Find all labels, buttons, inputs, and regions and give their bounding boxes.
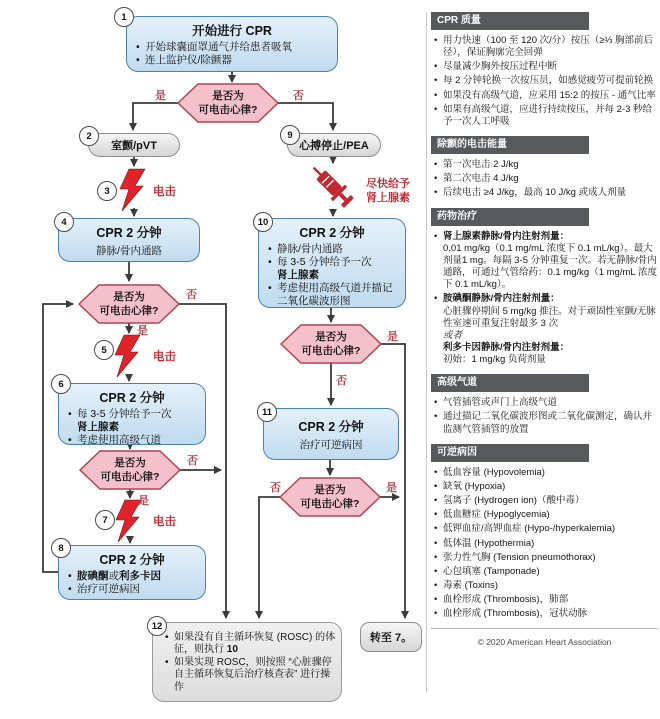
- step10-bullet: • 静脉/骨内通路: [268, 243, 401, 256]
- step-circle-7: 7: [95, 510, 115, 530]
- step-circle-2: 2: [79, 126, 99, 146]
- branch-yes-label: 是: [386, 482, 397, 494]
- copyright-notice: © 2020 American Heart Association: [477, 637, 612, 648]
- list-item: • 用力快速（100 至 120 次/分）按压（≥⅓ 胸部前后径），保证胸廓完全回弹: [434, 35, 658, 59]
- branch-no-label: 否: [187, 455, 198, 467]
- decision-4-label: 是否为 可电击心律?: [301, 331, 361, 357]
- branch-no-label: 否: [336, 375, 347, 387]
- list-item: • 第二次电击 4 J/kg: [434, 173, 658, 185]
- step11-cpr-box: [263, 408, 399, 460]
- list-item: • 气管插管或声门上高级气道: [434, 397, 658, 409]
- step8-title: CPR 2 分钟: [99, 553, 165, 567]
- epinephrine-note: 尽快给予 肾上腺素: [366, 178, 410, 205]
- step10-bullet: • 考虑使用高级气道并描记二氧化碳波形图: [268, 282, 401, 308]
- list-item: • 毒素 (Toxins): [434, 580, 658, 592]
- step-circle-3: 3: [97, 181, 117, 201]
- list-item: • 胺碘酮静脉/骨内注射剂量： 心脏骤停期间 5 mg/kg 推注。对于顽固性室颤/无脉性室速可重复注射最多 3 次 或者 利多卡因静脉/骨内注射剂量： 初始：1 mg/kg 负荷剂量: [434, 293, 658, 366]
- step8-bullet: • 胺碘酮或利多卡因: [68, 570, 201, 583]
- branch-no-label: 否: [293, 90, 304, 102]
- list-item: • 心包填塞 (Tamponade): [434, 566, 658, 578]
- step9-asystole-pea-pill: 心搏停止/PEA: [287, 133, 381, 157]
- step4-cpr-box: [58, 218, 200, 262]
- shock-label: 电击: [153, 186, 176, 198]
- step10-bullet: • 每 3-5 分钟给予一次 肾上腺素: [268, 256, 401, 282]
- step6-bullet: • 考虑使用高级气道: [68, 434, 201, 447]
- sidebar: [431, 12, 658, 647]
- branch-yes-label: 是: [137, 325, 148, 337]
- lightning-icon: [120, 169, 145, 211]
- step11-title: CPR 2 分钟: [298, 420, 364, 434]
- step4-subtitle: 静脉/骨内通路: [96, 245, 162, 257]
- list-item: • 每 2 分钟轮换一次按压员，如感觉疲劳可提前轮换: [434, 75, 658, 87]
- section-title: 高级气道: [431, 374, 589, 392]
- section-title: CPR 质量: [431, 12, 589, 30]
- shock-label: 电击: [153, 516, 176, 528]
- step1-title: 开始进行 CPR: [192, 24, 272, 38]
- step1-start-cpr-box: [126, 16, 338, 72]
- step11-subtitle: 治疗可逆病因: [299, 439, 363, 451]
- sidebar-section-cpr-quality: [431, 12, 658, 128]
- list-item: • 低体温 (Hypothermia): [434, 538, 658, 550]
- list-item: • 低钾血症/高钾血症 (Hypo-/hyperkalemia): [434, 523, 658, 535]
- step2-vf-pvt-pill: 室颤/pVT: [88, 133, 180, 157]
- step-circle-1: 1: [114, 7, 134, 27]
- list-item: • 氢离子 (Hydrogen ion)（酸中毒）: [434, 495, 658, 507]
- branch-yes-label: 是: [387, 331, 398, 343]
- list-item: • 通过描记二氧化碳波形图或二氧化碳测定，确认并监测气管插管的放置: [434, 411, 658, 435]
- section-title: 除颤的电击能量: [431, 136, 589, 154]
- step8-cpr-box: [58, 545, 206, 600]
- step-circle-10: 10: [253, 212, 273, 232]
- goto-step7-box: 转至 7。: [360, 622, 422, 652]
- list-item: • 张力性气胸 (Tension pneumothorax): [434, 552, 658, 564]
- list-item: • 肾上腺素静脉/骨内注射剂量： 0.01 mg/kg（0.1 mg/mL 浓度下 0.1 mL/kg）。最大剂量1 mg。每隔 3-5 分钟重复一次。若无静脉/骨内通路，可通过气管给药：0.1 mg/kg（1 mg/mL 浓度下 0.1 mL/kg）。: [434, 231, 658, 292]
- sidebar-divider: [426, 12, 427, 692]
- sidebar-section-advanced-airway: [431, 374, 658, 435]
- decision-3-label: 是否为 可电击心律?: [100, 457, 160, 483]
- sidebar-section-shock-energy: [431, 136, 658, 199]
- branch-no-label: 否: [270, 482, 281, 494]
- step-circle-4: 4: [54, 212, 74, 232]
- syringe-icon: [307, 161, 356, 210]
- step6-cpr-box: [58, 383, 206, 445]
- section-title: 药物治疗: [431, 208, 589, 226]
- list-item: • 缺氧 (Hypoxia): [434, 481, 658, 493]
- step10-cpr-box: [258, 218, 406, 308]
- step8-bullet: • 治疗可逆病因: [68, 583, 201, 596]
- step12-bullet: • 如果没有自主循环恢复 (ROSC) 的体征，则执行 10: [165, 632, 337, 657]
- sidebar-section-drug-therapy: [431, 208, 658, 367]
- step-circle-12: 12: [147, 616, 167, 636]
- list-item: • 血栓形成 (Thrombosis)，肺部: [434, 594, 658, 606]
- list-item: • 如果有高级气道，应进行持续按压，并每 2-3 秒给予一次人工呼吸: [434, 104, 658, 128]
- list-item: • 后续电击 ≥4 J/kg，最高 10 J/kg 或成人剂量: [434, 187, 658, 199]
- step12-bullet: • 如果实现 ROSC，则按照 “心脏骤停自主循环恢复后治疗核查表” 进行操作: [165, 657, 337, 694]
- step1-bullet: • 连上监护仪/除颤器: [136, 54, 333, 67]
- shock-label: 电击: [153, 351, 176, 363]
- step-circle-5: 5: [94, 340, 114, 360]
- step-circle-8: 8: [51, 538, 71, 558]
- list-item: • 血栓形成 (Thrombosis)，冠状动脉: [434, 608, 658, 620]
- branch-yes-label: 是: [138, 495, 149, 507]
- decision-1-label: 是否为 可电击心律?: [198, 90, 258, 116]
- list-item: • 第一次电击 2 J/kg: [434, 159, 658, 171]
- lightning-icon: [115, 335, 140, 377]
- section-title: 可逆病因: [431, 444, 589, 462]
- step12-rosc-box: [152, 622, 342, 702]
- sidebar-section-reversible-causes: [431, 444, 658, 630]
- list-item: • 尽量减少胸外按压过程中断: [434, 61, 658, 73]
- list-item: • 低血容量 (Hypovolemia): [434, 467, 658, 479]
- branch-yes-label: 是: [155, 90, 166, 102]
- step-circle-11: 11: [257, 402, 277, 422]
- step-circle-6: 6: [51, 374, 71, 394]
- step10-title: CPR 2 分钟: [299, 226, 365, 240]
- branch-no-label: 否: [186, 289, 197, 301]
- step6-bullet: • 每 3-5 分钟给予一次 肾上腺素: [68, 408, 201, 434]
- decision-2-label: 是否为 可电击心律?: [99, 291, 159, 317]
- step1-bullet: • 开始球囊面罩通气并给患者吸氧: [136, 41, 333, 54]
- step6-title: CPR 2 分钟: [99, 391, 165, 405]
- step4-title: CPR 2 分钟: [96, 226, 162, 240]
- list-item: • 低血糖症 (Hypoglycemia): [434, 509, 658, 521]
- decision-5-label: 是否为 可电击心律?: [300, 484, 360, 510]
- step-circle-9: 9: [280, 125, 300, 145]
- list-item: • 如果没有高级气道，应采用 15:2 的按压 - 通气比率: [434, 90, 658, 102]
